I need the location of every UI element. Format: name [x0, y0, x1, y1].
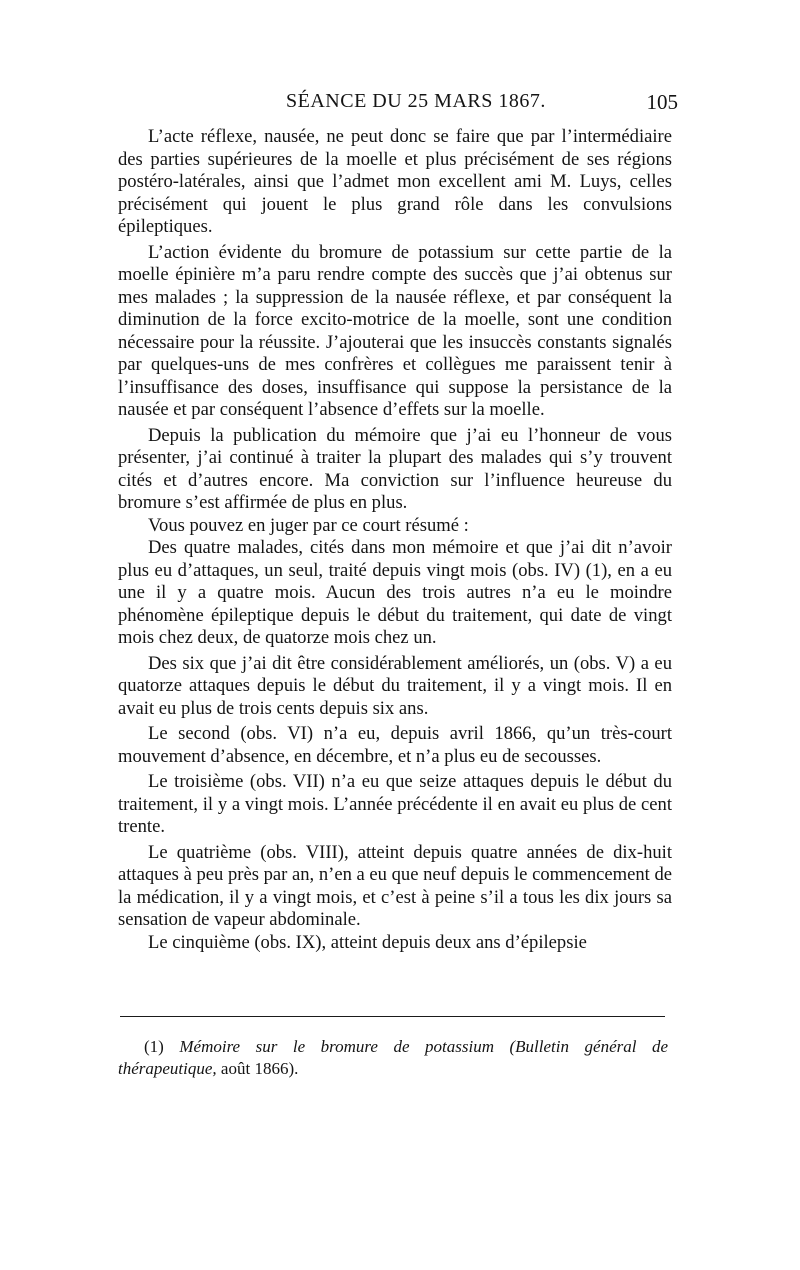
footnote-title: Mémoire sur le bromure de potassium: [179, 1037, 494, 1056]
paragraph-four-patients: Des quatre malades, cités dans mon mémoire et que j’ai dit n’avoir plus eu d’attaques, un seul, traité depuis vingt mois (obs. IV) (1), en a eu une il y a quatre mois. Aucun des trois autres n’a eu le moindre phénomène épileptique depuis le début du traitement, qui date de vingt mois chez deux, de quatorze mois chez un.: [118, 537, 672, 648]
paragraph-fourth-case: Le quatrième (obs. VIII), atteint depuis quatre années de dix-huit attaques à peu près par an, n’en a eu que neuf depuis le commencement de la médication, il y a vingt mois, et c’est à peine s’il a tous les dix jours sa sensation de vapeur abdominale.: [118, 841, 672, 930]
paragraph-publication: Depuis la publication du mémoire que j’ai eu l’honneur de vous présenter, j’ai continué à traiter la plupart des malades qui s’y trouvent cités et d’autres encore. Ma conviction sur l’influence heureuse du bromure s’est affirmée de plus en plus.: [118, 424, 672, 513]
paragraph-bromide-action: L’action évidente du bromure de potassium sur cette partie de la moelle épinière m’a paru rendre compte des succès que j’ai obtenus sur mes malades ; la suppression de la nausée réflexe, et par conséquent la diminution de la force excito-motrice de la moelle, sont une condition nécessaire pour la réussite. J’ajouterai que les insuccès constants signalés par quelques-uns de mes confrères et collègues me paraissent tenir à l’insuffisance des doses, insuffisance qui suppose la persistance de la nausée et par conséquent l’absence d’effets sur la moelle.: [118, 241, 672, 420]
page-number: 105: [646, 90, 678, 114]
running-head: [118, 90, 678, 120]
paragraph-second-case: Le second (obs. VI) n’a eu, depuis avril 1866, qu’un très-court mouvement d’absence, en décembre, et n’a plus eu de secousses.: [118, 723, 672, 767]
running-title: SÉANCE DU 25 MARS 1867.: [286, 90, 546, 112]
paragraph-third-case: Le troisième (obs. VII) n’a eu que seize attaques depuis le début du traitement, il y a vingt mois. L’année précédente il en avait eu plus de cent trente.: [118, 771, 672, 837]
paragraph-fifth-case: Le cinquième (obs. IX), atteint depuis deux ans d’épilepsie: [148, 931, 587, 953]
footnote-source: (Bulletin général de thérapeutique,: [118, 1037, 669, 1078]
paragraph-reflex-act: L’acte réflexe, nausée, ne peut donc se faire que par l’intermédiaire des parties supérieures de la moelle et plus précisément de ses régions postéro-latérales, ainsi que l’admet mon excellent ami M. Luys, celles précisément qui jouent le plus grand rôle dans les convulsions épileptiques.: [118, 126, 672, 237]
body-text: [118, 126, 672, 954]
footnote-divider: [120, 1016, 665, 1017]
footnote-marker: (1): [144, 1037, 164, 1056]
footnote-date: août 1866).: [220, 1059, 299, 1078]
paragraph-six-improved: Des six que j’ai dit être considérablement améliorés, un (obs. V) a eu quatorze attaques depuis le début du traitement, il y a vingt mois. Il en avait eu plus de trois cents depuis six ans.: [118, 652, 672, 719]
paragraph-summary-intro: Vous pouvez en juger par ce court résumé :: [148, 514, 469, 536]
footnote: [118, 1036, 668, 1080]
